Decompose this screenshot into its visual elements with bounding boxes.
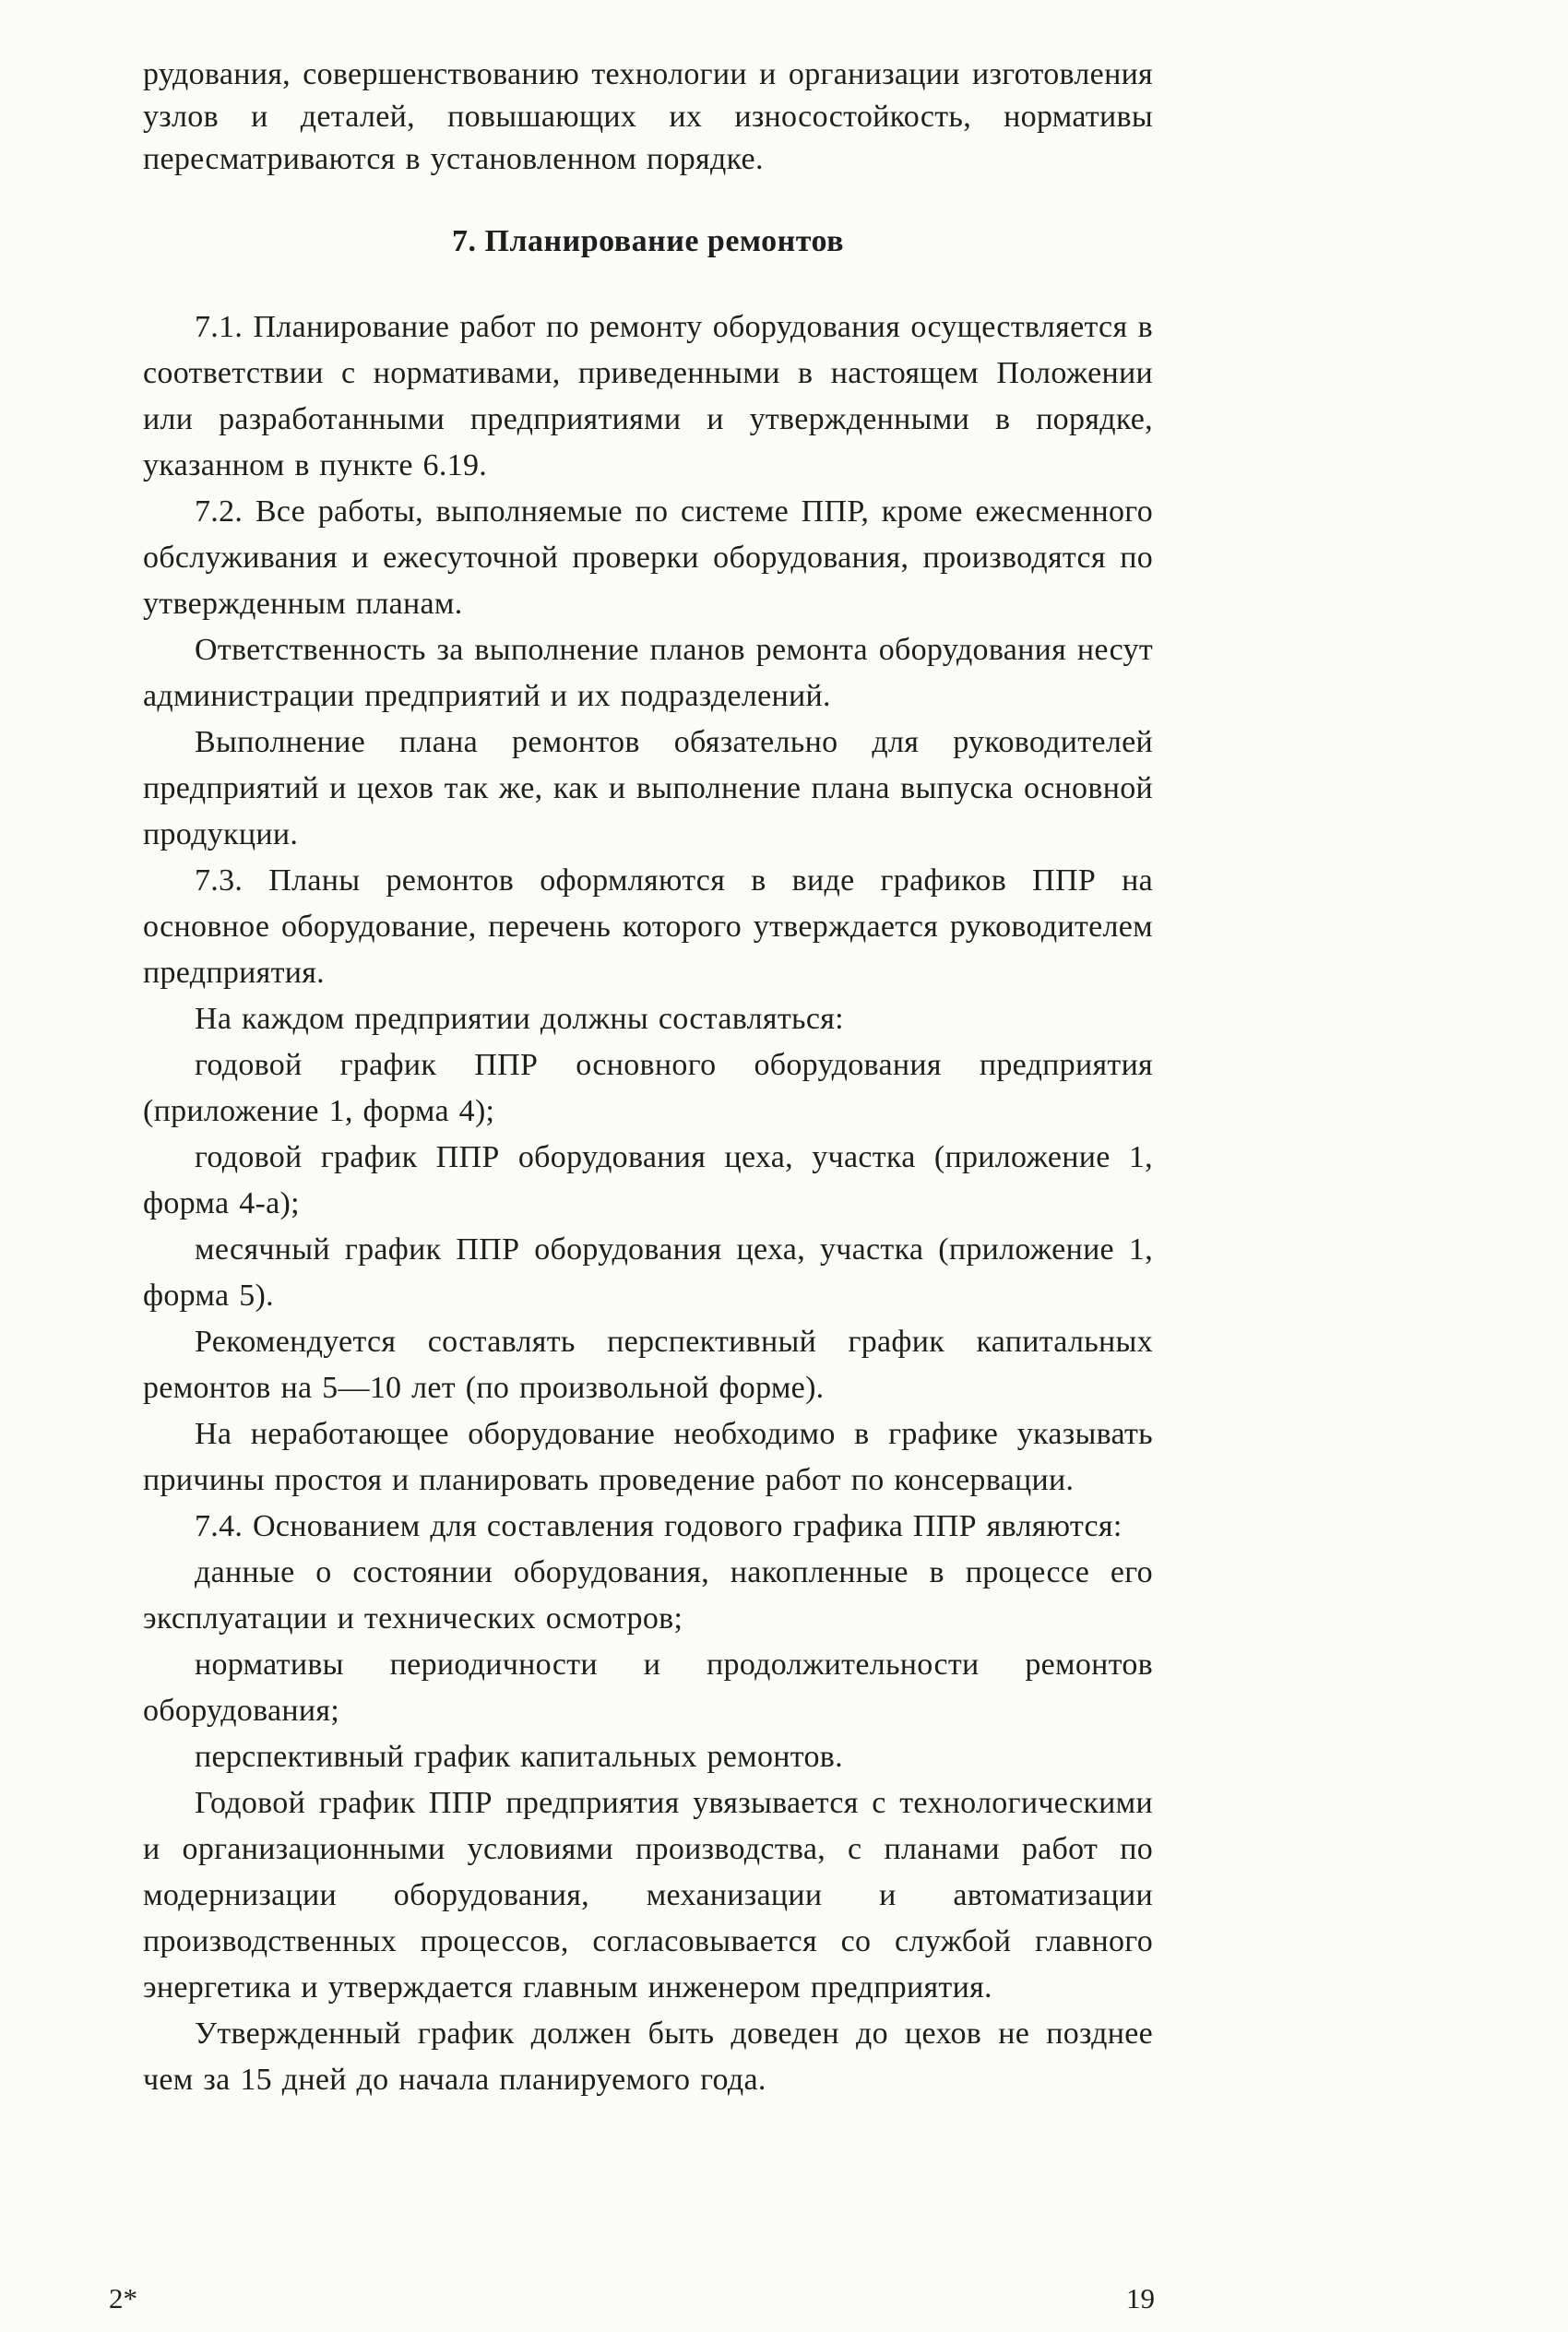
paragraph: 7.4. Основанием для составления годового графика ППР являются:	[195, 1509, 1123, 1543]
paragraph: 7.3. Планы ремонтов оформляются в виде графиков ППР на основное оборудование, перечень которого утверждается руководителем предприятия.	[143, 863, 1153, 990]
continuation-paragraph: рудования, совершенствованию технологии и организации изготовления узлов и деталей, повышающих их износостойкость, нормативы пересматриваются в установленном порядке.	[143, 57, 1153, 176]
body-text	[143, 304, 1153, 2103]
paragraph: 7.2. Все работы, выполняемые по системе ППР, кроме ежесменного обслуживания и ежесуточной проверки оборудования, производятся по утвержденным планам.	[143, 494, 1153, 621]
paragraph: нормативы периодичности и продолжительности ремонтов оборудования;	[143, 1648, 1153, 1728]
paragraph: Годовой график ППР предприятия увязывается с технологическими и организационными условиями производства, с планами работ по модернизации оборудования, механизации и автоматизации производственных процессов, согласовывается со службой главного энергетика и утверждается главным инженером предприятия.	[143, 1786, 1153, 2005]
paragraph: годовой график ППР оборудования цеха, участка (приложение 1, форма 4-а);	[143, 1140, 1153, 1220]
paragraph: Утвержденный график должен быть доведен до цехов не позднее чем за 15 дней до начала планируемого года.	[143, 2017, 1153, 2097]
paragraph: данные о состоянии оборудования, накопленные в процессе его эксплуатации и технических осмотров;	[143, 1555, 1153, 1636]
paragraph: Выполнение плана ремонтов обязательно для руководителей предприятий и цехов так же, как и выполнение плана выпуска основной продукции.	[143, 725, 1153, 851]
paragraph: На неработающее оборудование необходимо в графике указывать причины простоя и планировать проведение работ по консервации.	[143, 1417, 1153, 1497]
paragraph: На каждом предприятии должны составляться:	[195, 1002, 844, 1036]
paragraph: 7.1. Планирование работ по ремонту оборудования осуществляется в соответствии с нормативами, приведенными в настоящем Положении или разработанными предприятиями и утвержденными в порядке, указанном в пункте 6.19.	[143, 310, 1153, 482]
paragraph: месячный график ППР оборудования цеха, участка (приложение 1, форма 5).	[143, 1232, 1153, 1313]
paragraph: Ответственность за выполнение планов ремонта оборудования несут администрации предприятий и их подразделений.	[143, 633, 1153, 713]
paragraph: перспективный график капитальных ремонтов.	[195, 1740, 843, 1774]
paragraph: годовой график ППР основного оборудования предприятия (приложение 1, форма 4);	[143, 1048, 1153, 1128]
printer-signature-mark: 2*	[109, 2282, 137, 2314]
paragraph: Рекомендуется составлять перспективный график капитальных ремонтов на 5—10 лет (по произвольной форме).	[143, 1325, 1153, 1405]
section-heading: 7. Планирование ремонтов	[452, 224, 844, 258]
page-number: 19	[1126, 2282, 1155, 2314]
page-footer	[109, 2282, 1155, 2315]
